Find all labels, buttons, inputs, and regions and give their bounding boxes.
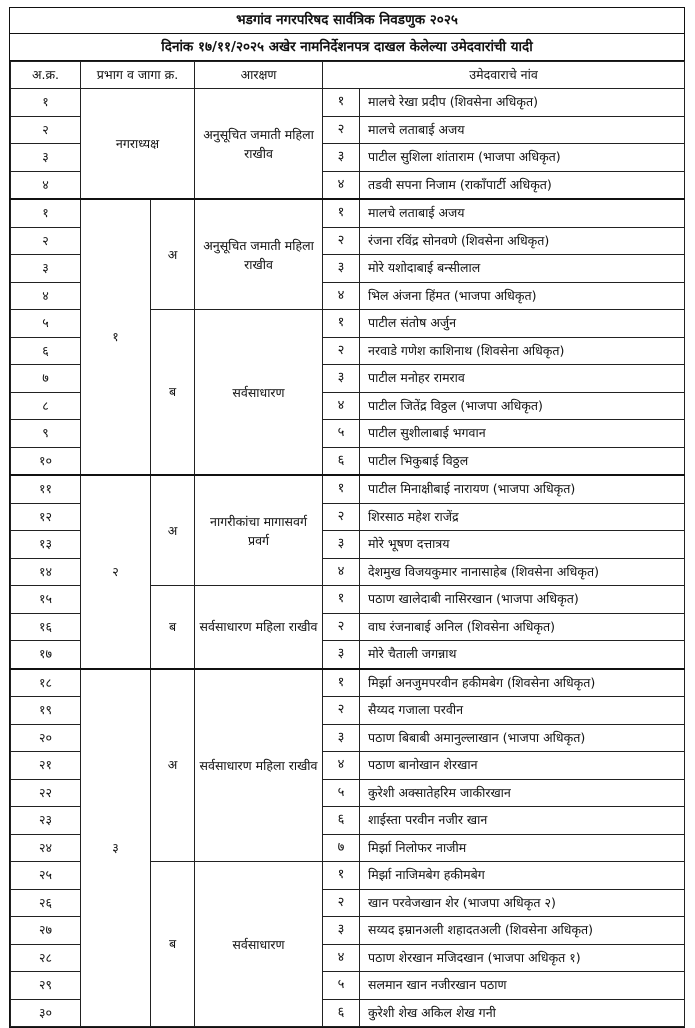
document-title: भडगांव नगरपरिषद सार्वत्रिक निवडणुक २०२५ [10,8,684,34]
serial-cell: ६ [11,337,81,365]
serial-cell: १ [11,89,81,117]
candidate-name-cell: पठाण बिबाबी अमानुल्लाखान (भाजपा अधिकृत) [360,724,685,752]
candidate-no-cell: २ [323,116,360,144]
serial-cell: ३ [11,144,81,172]
header-ward-seat: प्रभाग व जागा क्र. [81,62,195,89]
serial-cell: १० [11,447,81,475]
candidate-name-cell: मोरे यशोदाबाई बन्सीलाल [360,255,685,283]
seat-cell-2b: ब [151,586,195,669]
candidate-table [10,61,685,1027]
serial-cell: १ [11,199,81,227]
table-row [11,475,685,503]
serial-cell: २१ [11,752,81,780]
candidate-name-cell: कुरेशी शेख अकिल शेख गनी [360,999,685,1027]
seat-cell-3a: अ [151,669,195,862]
candidate-name-cell: शिरसाठ महेश राजेंद्र [360,503,685,531]
serial-cell: १७ [11,641,81,669]
serial-cell: ७ [11,365,81,393]
candidate-name-cell: वाघ रंजनाबाई अनिल (शिवसेना अधिकृत) [360,613,685,641]
candidate-name-cell: भिल अंजना हिंमत (भाजपा अधिकृत) [360,282,685,310]
serial-cell: २४ [11,834,81,862]
candidate-no-cell: १ [323,310,360,338]
candidate-name-cell: पाटील जितेंद्र विठ्ठल (भाजपा अधिकृत) [360,392,685,420]
ward-cell-president: नगराध्यक्ष [81,89,195,200]
serial-cell: १२ [11,503,81,531]
ward-cell-2: २ [81,475,151,669]
candidate-list-document [9,7,685,1028]
serial-cell: १३ [11,531,81,559]
reservation-cell-1a: अनुसूचित जमाती महिला राखीव [195,199,323,310]
candidate-no-cell: १ [323,862,360,890]
candidate-no-cell: २ [323,889,360,917]
serial-cell: ४ [11,171,81,199]
candidate-name-cell: पठाण खालेदाबी नासिरखान (भाजपा अधिकृत) [360,586,685,614]
header-candidate: उमेदवाराचे नांव [323,62,685,89]
serial-cell: १५ [11,586,81,614]
candidate-no-cell: ४ [323,752,360,780]
candidate-name-cell: पाटील सुशिला शांताराम (भाजपा अधिकृत) [360,144,685,172]
serial-cell: २६ [11,889,81,917]
candidate-name-cell: रंजना रविंद्र सोनवणे (शिवसेना अधिकृत) [360,227,685,255]
candidate-name-cell: मिर्झा नाजिमबेग हकीमबेग [360,862,685,890]
serial-cell: २९ [11,972,81,1000]
candidate-name-cell: पाटील संतोष अर्जुन [360,310,685,338]
candidate-no-cell: ६ [323,807,360,835]
serial-cell: २ [11,116,81,144]
serial-cell: २५ [11,862,81,890]
serial-cell: १९ [11,697,81,725]
serial-cell: ११ [11,475,81,503]
candidate-name-cell: खान परवेजखान शेर (भाजपा अधिकृत २) [360,889,685,917]
serial-cell: १६ [11,613,81,641]
candidate-no-cell: ६ [323,447,360,475]
candidate-name-cell: नरवाडे गणेश काशिनाथ (शिवसेना अधिकृत) [360,337,685,365]
candidate-name-cell: देशमुख विजयकुमार नानासाहेब (शिवसेना अधिकृत) [360,558,685,586]
ward-cell-1: १ [81,199,151,475]
candidate-no-cell: ३ [323,531,360,559]
seat-cell-1a: अ [151,199,195,310]
serial-cell: २२ [11,779,81,807]
candidate-no-cell: ४ [323,171,360,199]
candidate-no-cell: ३ [323,641,360,669]
candidate-no-cell: १ [323,586,360,614]
candidate-no-cell: १ [323,89,360,117]
serial-cell: २० [11,724,81,752]
candidate-name-cell: पाटील मनोहर रामराव [360,365,685,393]
table-header-row [11,62,685,89]
serial-cell: १८ [11,669,81,697]
reservation-cell-2a: नागरीकांचा मागासवर्ग प्रवर्ग [195,475,323,586]
candidate-no-cell: १ [323,199,360,227]
candidate-no-cell: २ [323,503,360,531]
reservation-cell-president: अनुसूचित जमाती महिला राखीव [195,89,323,200]
reservation-cell-3b: सर्वसाधारण [195,862,323,1027]
candidate-no-cell: ७ [323,834,360,862]
candidate-no-cell: ३ [323,365,360,393]
serial-cell: २ [11,227,81,255]
candidate-no-cell: २ [323,337,360,365]
candidate-name-cell: पाटील सुशीलाबाई भगवान [360,420,685,448]
serial-cell: २३ [11,807,81,835]
candidate-no-cell: ४ [323,392,360,420]
candidate-no-cell: ३ [323,255,360,283]
candidate-name-cell: कुरेशी अक्सातेहरिम जाकीरखान [360,779,685,807]
serial-cell: ९ [11,420,81,448]
candidate-no-cell: २ [323,697,360,725]
header-reservation: आरक्षण [195,62,323,89]
candidate-name-cell: मालचे रेखा प्रदीप (शिवसेना अधिकृत) [360,89,685,117]
serial-cell: ३० [11,999,81,1027]
candidate-name-cell: पाटील भिकुबाई विठ्ठल [360,447,685,475]
candidate-no-cell: २ [323,227,360,255]
serial-cell: ५ [11,310,81,338]
candidate-name-cell: पठाण बानोखान शेरखान [360,752,685,780]
header-serial: अ.क्र. [11,62,81,89]
candidate-name-cell: मालचे लताबाई अजय [360,116,685,144]
candidate-no-cell: ३ [323,144,360,172]
table-row [11,199,685,227]
reservation-cell-1b: सर्वसाधारण [195,310,323,476]
ward-cell-3: ३ [81,669,151,1027]
table-row [11,89,685,117]
seat-cell-1b: ब [151,310,195,476]
candidate-name-cell: पाटील मिनाक्षीबाई नारायण (भाजपा अधिकृत) [360,475,685,503]
candidate-no-cell: ४ [323,282,360,310]
candidate-no-cell: ५ [323,779,360,807]
serial-cell: ८ [11,392,81,420]
candidate-name-cell: तडवी सपना निजाम (राकाँपार्टी अधिकृत) [360,171,685,199]
candidate-name-cell: मिर्झा अनजुमपरवीन हकीमबेग (शिवसेना अधिकृत) [360,669,685,697]
candidate-no-cell: ४ [323,558,360,586]
seat-cell-3b: ब [151,862,195,1027]
serial-cell: ४ [11,282,81,310]
candidate-name-cell: सलमान खान नजीरखान पठाण [360,972,685,1000]
candidate-no-cell: ६ [323,999,360,1027]
serial-cell: २८ [11,944,81,972]
reservation-cell-3a: सर्वसाधारण महिला राखीव [195,669,323,862]
candidate-no-cell: ५ [323,420,360,448]
serial-cell: ३ [11,255,81,283]
candidate-name-cell: मोरे भूषण दत्तात्रय [360,531,685,559]
candidate-no-cell: ३ [323,724,360,752]
candidate-name-cell: सैय्यद गजाला परवीन [360,697,685,725]
candidate-no-cell: ४ [323,944,360,972]
candidate-name-cell: पठाण शेरखान मजिदखान (भाजपा अधिकृत १) [360,944,685,972]
candidate-name-cell: मालचे लताबाई अजय [360,199,685,227]
serial-cell: २७ [11,917,81,945]
candidate-no-cell: ३ [323,917,360,945]
seat-cell-2a: अ [151,475,195,586]
candidate-no-cell: २ [323,613,360,641]
serial-cell: १४ [11,558,81,586]
candidate-no-cell: ५ [323,972,360,1000]
candidate-name-cell: शाईस्ता परवीन नजीर खान [360,807,685,835]
reservation-cell-2b: सर्वसाधारण महिला राखीव [195,586,323,669]
candidate-name-cell: मोरे चैताली जगन्नाथ [360,641,685,669]
table-row [11,669,685,697]
candidate-name-cell: सय्यद इम्रानअली शहादतअली (शिवसेना अधिकृत) [360,917,685,945]
document-subtitle: दिनांक १७/११/२०२५ अखेर नामनिर्देशनपत्र दाखल केलेल्या उमेदवारांची यादी [10,34,684,61]
candidate-no-cell: १ [323,475,360,503]
candidate-name-cell: मिर्झा निलोफर नाजीम [360,834,685,862]
candidate-no-cell: १ [323,669,360,697]
